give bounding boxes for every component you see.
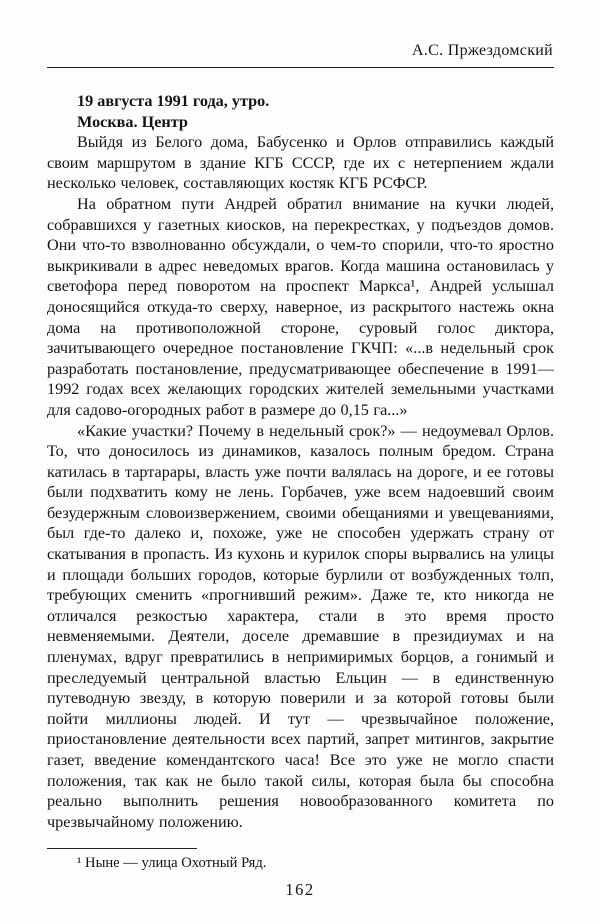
- location-heading: Москва. Центр: [77, 112, 188, 131]
- footnote-rule: [47, 848, 197, 849]
- footnote-text: ¹ Ныне — улица Охотный Ряд.: [77, 855, 267, 871]
- footnote-block: [47, 848, 554, 872]
- paragraph: Выйдя из Белого дома, Бабусенко и Орлов отправились каждый своим маршрутом в здание КГБ СССР, где их с нетерпением ждали несколько человек, составляющих костяк КГБ РСФСР.: [47, 133, 554, 193]
- header-rule: [47, 67, 554, 68]
- page-number: 162: [285, 880, 315, 899]
- paragraph: «Какие участки? Почему в недельный срок?» — недоумевал Орлов. То, что доносилось из динамиков, казалось полным бредом. Страна катилась в тартарары, власть уже почти валялась на дороге, и ее готовы были подхватить кому не лень. Горбачев, уже всем надоевший своим безудержным словоизвержением, своими обещаниями и увещеваниями, был где-то далеко и, похоже, уже не способен удержать страну от скатывания в пропасть. Из кухонь и курилок споры вырвались на улицы и площади больших городов, которые бурлили от возбужденных толп, требующих сменить «прогнивший режим». Даже те, кто никогда не отличался резкостью характера, стали в это время просто невменяемыми. Деятели, доселе дремавшие в президиумах и на пленумах, вдруг превратились в непримиримых борцов, а гонимый и преследуемый центральной властью Ельцин — в единственную путеводную звезду, в которую поверили и за которой готовы были пойти миллионы людей. И тут — чрезвычайное положение, приостановление деятельности всех партий, запрет митингов, закрытие газет, введение комендантского часа! Все это уже не могло спасти положения, так как не было такой силы, которая была бы способна реально выполнить решения новообразованного комитета по чрезвычайному положению.: [47, 421, 554, 831]
- running-header-author: А.С. Пржездомский: [411, 42, 553, 59]
- page-body: [47, 91, 554, 832]
- date-heading: 19 августа 1991 года, утро.: [77, 92, 270, 110]
- paragraph: На обратном пути Андрей обратил внимание на кучки людей, собравшихся у газетных киосков, на перекрестках, у подъездов домов. Они что-то взволнованно обсуждали, о чем-то спорили, что-то яростно выкрикивали в адрес неведомых врагов. Когда машина остановилась у светофора перед поворотом на проспект Маркса¹, Андрей услышал доносящийся откуда-то сверху, наверное, из раскрытого настежь окна дома на противоположной стороне, суровый голос диктора, зачитывающего очередное постановление ГКЧП: «...в недельный срок разработать постановление, предусматривающее обеспечение в 1991—1992 годах всех желающих городских жителей земельными участками для садово-огородных работ в размере до 0,15 га...»: [47, 194, 554, 419]
